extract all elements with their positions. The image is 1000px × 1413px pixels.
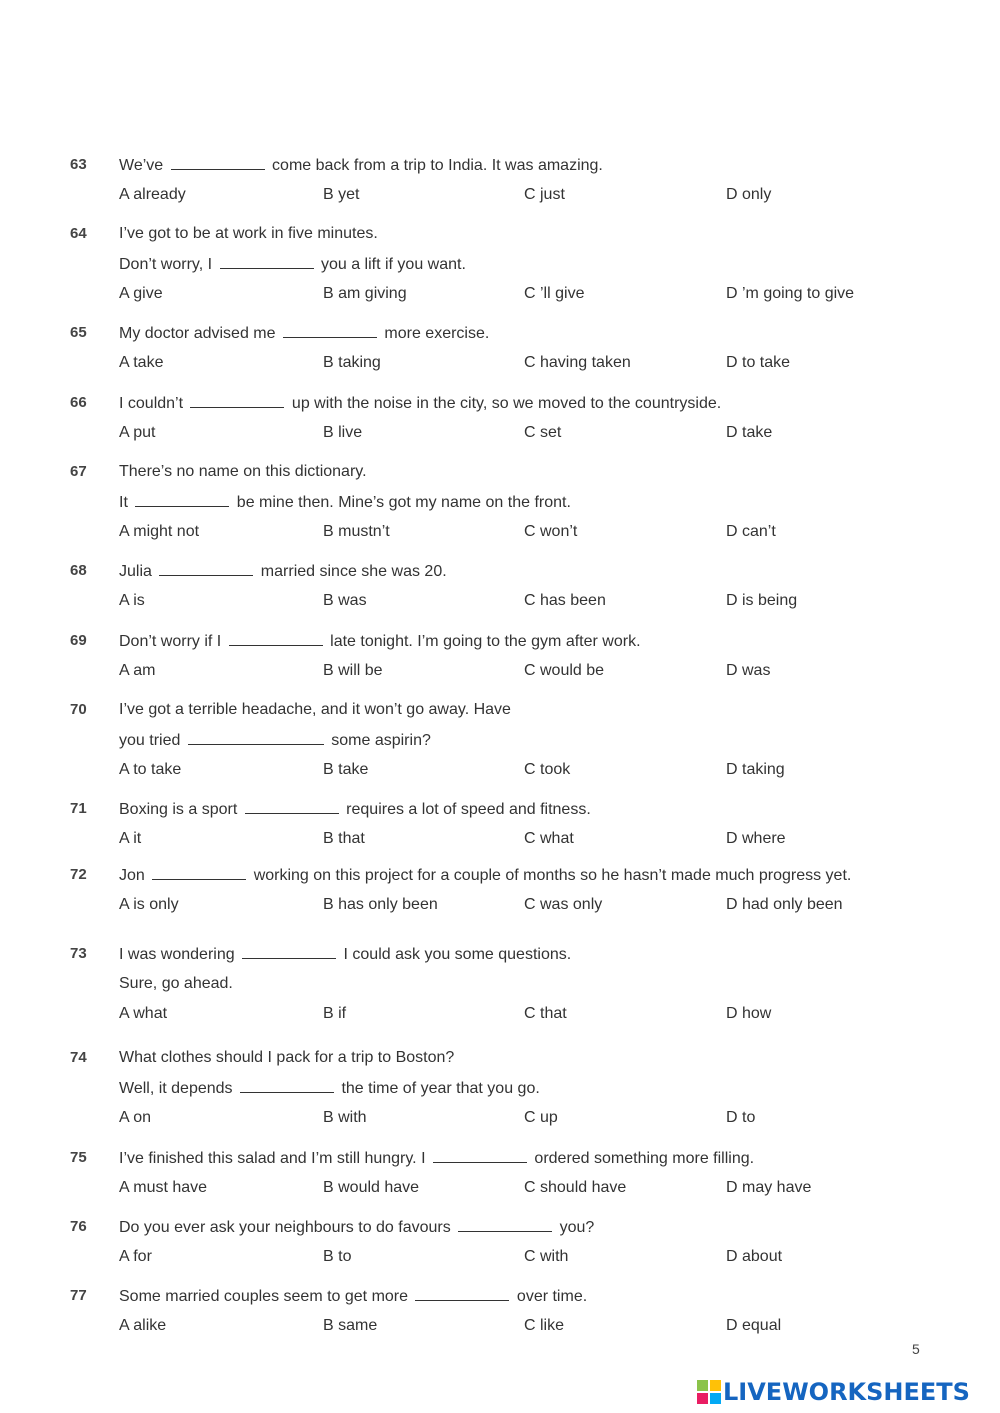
question-text: Julia — [119, 563, 157, 580]
option-d[interactable]: D about — [726, 1248, 783, 1265]
option-c[interactable]: C like — [524, 1317, 565, 1334]
question-text-line — [119, 462, 367, 482]
option-b[interactable]: B same — [323, 1317, 378, 1334]
option-d[interactable]: D to — [726, 1109, 756, 1126]
option-d[interactable]: D ’m going to give — [726, 285, 855, 302]
question-text: What clothes should I pack for a trip to Boston? — [119, 1049, 455, 1066]
question-number: 73 — [70, 945, 87, 962]
option-b[interactable]: B would have — [323, 1179, 420, 1196]
option-d[interactable]: D can’t — [726, 523, 776, 540]
option-a[interactable]: A alike — [119, 1317, 167, 1334]
page-number: 5 — [912, 1341, 920, 1357]
option-c[interactable]: C that — [524, 1005, 567, 1022]
question-text: over time. — [512, 1288, 588, 1305]
question-number: 72 — [70, 866, 87, 883]
question-text-line — [119, 1078, 540, 1099]
question-number: 66 — [70, 394, 87, 411]
question-text: Don’t worry, I — [119, 256, 217, 273]
question-number: 67 — [70, 463, 87, 480]
option-d[interactable]: D is being — [726, 592, 798, 609]
answer-blank[interactable] — [171, 155, 265, 170]
option-b[interactable]: B yet — [323, 186, 360, 203]
liveworksheets-logo-icon — [697, 1380, 721, 1404]
option-a[interactable]: A might not — [119, 523, 200, 540]
question-number: 69 — [70, 632, 87, 649]
question-number: 68 — [70, 562, 87, 579]
question-text-line — [119, 865, 851, 886]
question-text: more exercise. — [379, 325, 490, 342]
question-text: Jon — [119, 867, 150, 884]
option-a[interactable]: A for — [119, 1248, 152, 1265]
question-text: Sure, go ahead. — [119, 975, 233, 992]
option-a[interactable]: A already — [119, 186, 186, 203]
option-d[interactable]: D had only been — [726, 896, 843, 913]
option-c[interactable]: C should have — [524, 1179, 627, 1196]
option-c[interactable]: C set — [524, 424, 562, 441]
option-b[interactable]: B to — [323, 1248, 352, 1265]
question-text-line — [119, 974, 233, 994]
question-text-line — [119, 1286, 587, 1307]
question-text: Some married couples seem to get more — [119, 1288, 413, 1305]
option-b[interactable]: B live — [323, 424, 363, 441]
answer-blank[interactable] — [135, 492, 229, 507]
answer-blank[interactable] — [159, 561, 253, 576]
option-d[interactable]: D may have — [726, 1179, 812, 1196]
question-text: My doctor advised me — [119, 325, 280, 342]
question-text: up with the noise in the city, so we moved to the countryside. — [287, 395, 722, 412]
option-a[interactable]: A it — [119, 830, 142, 847]
question-text: you tried — [119, 732, 185, 749]
question-text: be mine then. Mine’s got my name on the front. — [232, 494, 571, 511]
answer-blank[interactable] — [188, 730, 324, 745]
question-text: I’ve finished this salad and I’m still hungry. I — [119, 1150, 430, 1167]
question-number: 70 — [70, 701, 87, 718]
question-text-line — [119, 323, 489, 344]
question-text-line — [119, 1048, 454, 1068]
question-text: you? — [555, 1219, 595, 1236]
question-text: the time of year that you go. — [337, 1080, 540, 1097]
question-text-line — [119, 224, 378, 244]
question-text: I was wondering — [119, 946, 240, 963]
option-c[interactable]: C up — [524, 1109, 558, 1126]
option-d[interactable]: D only — [726, 186, 772, 203]
answer-blank[interactable] — [242, 944, 336, 959]
option-b[interactable]: B mustn’t — [323, 523, 390, 540]
option-c[interactable]: C what — [524, 830, 574, 847]
question-text-line — [119, 393, 721, 414]
answer-blank[interactable] — [229, 631, 323, 646]
answer-blank[interactable] — [190, 393, 284, 408]
option-b[interactable]: B that — [323, 830, 365, 847]
option-a[interactable]: A take — [119, 354, 164, 371]
question-text-line — [119, 1217, 594, 1238]
option-d[interactable]: D take — [726, 424, 773, 441]
answer-blank[interactable] — [433, 1148, 527, 1163]
option-c[interactable]: C having taken — [524, 354, 631, 371]
question-text-line — [119, 155, 603, 176]
answer-blank[interactable] — [283, 323, 377, 338]
question-text-line — [119, 492, 571, 513]
option-b[interactable]: B will be — [323, 662, 383, 679]
option-b[interactable]: B has only been — [323, 896, 438, 913]
option-a[interactable]: A to take — [119, 761, 182, 778]
question-text: working on this project for a couple of months so he hasn’t made much progress yet. — [249, 867, 852, 884]
question-number: 71 — [70, 800, 87, 817]
question-number: 74 — [70, 1049, 87, 1066]
question-number: 65 — [70, 324, 87, 341]
liveworksheets-logo[interactable] — [697, 1378, 970, 1406]
question-text-line — [119, 254, 466, 275]
answer-blank[interactable] — [240, 1078, 334, 1093]
question-text: Don’t worry if I — [119, 633, 226, 650]
question-text: I’ve got a terrible headache, and it won’t go away. Have — [119, 701, 511, 718]
option-c[interactable]: C with — [524, 1248, 569, 1265]
option-a[interactable]: A what — [119, 1005, 168, 1022]
option-a[interactable]: A am — [119, 662, 156, 679]
option-c[interactable]: C took — [524, 761, 571, 778]
option-a[interactable]: A is only — [119, 896, 179, 913]
question-number: 76 — [70, 1218, 87, 1235]
question-text-line — [119, 799, 591, 820]
question-text: some aspirin? — [326, 732, 431, 749]
option-c[interactable]: C would be — [524, 662, 605, 679]
question-text-line — [119, 700, 511, 720]
question-text: Do you ever ask your neighbours to do favours — [119, 1219, 456, 1236]
option-c[interactable]: C has been — [524, 592, 606, 609]
answer-blank[interactable] — [245, 799, 339, 814]
question-text: We’ve — [119, 157, 168, 174]
option-b[interactable]: B am giving — [323, 285, 407, 302]
option-b[interactable]: B with — [323, 1109, 367, 1126]
question-text-line — [119, 944, 571, 965]
question-text: come back from a trip to India. It was amazing. — [267, 157, 603, 174]
answer-blank[interactable] — [220, 254, 314, 269]
answer-blank[interactable] — [458, 1217, 552, 1232]
option-b[interactable]: B taking — [323, 354, 381, 371]
option-a[interactable]: A is — [119, 592, 145, 609]
question-text-line — [119, 730, 431, 751]
question-text: you a lift if you want. — [316, 256, 466, 273]
question-text: Boxing is a sport — [119, 801, 242, 818]
question-number: 75 — [70, 1149, 87, 1166]
answer-blank[interactable] — [415, 1286, 509, 1301]
option-d[interactable]: D equal — [726, 1317, 782, 1334]
option-a[interactable]: A give — [119, 285, 163, 302]
question-text: It — [119, 494, 133, 511]
option-d[interactable]: D was — [726, 662, 771, 679]
liveworksheets-logo-text: LIVEWORKSHEETS — [723, 1378, 970, 1406]
option-d[interactable]: D how — [726, 1005, 772, 1022]
question-text: I could ask you some questions. — [339, 946, 572, 963]
option-d[interactable]: D to take — [726, 354, 791, 371]
option-c[interactable]: C won’t — [524, 523, 578, 540]
question-text: late tonight. I’m going to the gym after work. — [325, 633, 641, 650]
option-d[interactable]: D where — [726, 830, 786, 847]
question-number: 63 — [70, 156, 87, 173]
option-b[interactable]: B if — [323, 1005, 347, 1022]
question-text-line — [119, 561, 447, 582]
question-text-line — [119, 1148, 754, 1169]
question-text: ordered something more filling. — [529, 1150, 755, 1167]
option-c[interactable]: C ’ll give — [524, 285, 585, 302]
question-text: married since she was 20. — [256, 563, 447, 580]
question-text: I’ve got to be at work in five minutes. — [119, 225, 378, 242]
question-number: 77 — [70, 1287, 87, 1304]
question-text: requires a lot of speed and fitness. — [341, 801, 591, 818]
option-c[interactable]: C just — [524, 186, 565, 203]
question-text-line — [119, 631, 641, 652]
option-c[interactable]: C was only — [524, 896, 603, 913]
question-text: There’s no name on this dictionary. — [119, 463, 367, 480]
answer-blank[interactable] — [152, 865, 246, 880]
question-text: Well, it depends — [119, 1080, 237, 1097]
option-a[interactable]: A on — [119, 1109, 152, 1126]
option-a[interactable]: A must have — [119, 1179, 208, 1196]
option-d[interactable]: D taking — [726, 761, 785, 778]
option-b[interactable]: B was — [323, 592, 367, 609]
question-number: 64 — [70, 225, 87, 242]
option-a[interactable]: A put — [119, 424, 156, 441]
question-text: I couldn’t — [119, 395, 188, 412]
option-b[interactable]: B take — [323, 761, 369, 778]
